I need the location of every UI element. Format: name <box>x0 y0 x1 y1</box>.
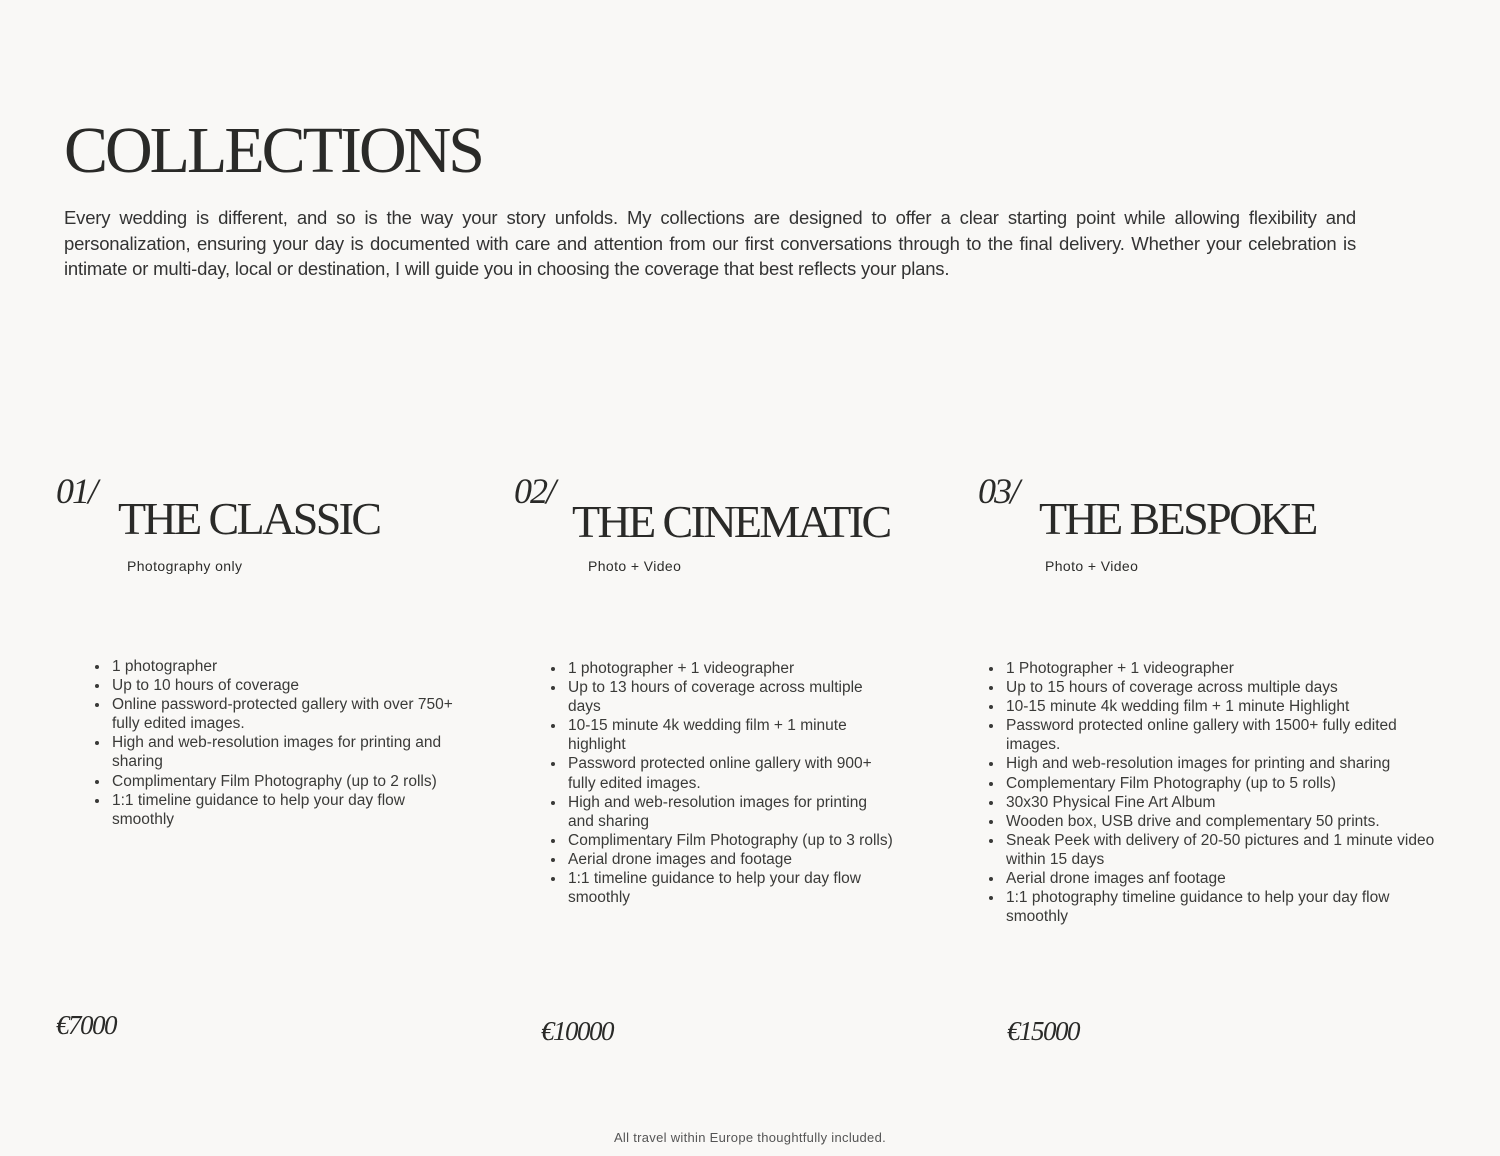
list-item: • Complimentary Film Photography (up to 2 rolls) <box>110 772 470 791</box>
list-item: • Password protected online gallery with 1500+ fully edited images. <box>1004 716 1444 754</box>
feature-list-cinematic <box>546 659 896 907</box>
list-item: • 1 Photographer + 1 videographer <box>1004 659 1444 678</box>
list-item: • Sneak Peek with delivery of 20-50 pictures and 1 minute video within 15 days <box>1004 831 1444 869</box>
feature-list-classic <box>90 657 470 829</box>
page-title: COLLECTIONS <box>64 114 482 187</box>
price-cinematic: €10000 <box>541 1016 613 1046</box>
list-item: • Aerial drone images anf footage <box>1004 869 1444 888</box>
collection-name: THE CLASSIC <box>118 493 380 544</box>
collection-subtitle: Photo + Video <box>1045 558 1139 574</box>
list-item: • 10-15 minute 4k wedding film + 1 minute highlight <box>566 716 896 754</box>
list-item: • Complimentary Film Photography (up to 3 rolls) <box>566 831 896 850</box>
list-item: • 1:1 photography timeline guidance to help your day flow smoothly <box>1004 888 1444 926</box>
intro-text: Every wedding is different, and so is the way your story unfolds. My collections are designed to offer a clear starting point while allowing flexibility and personalization, ensuring your day is documented with care and attention from our first conversations through to the final delivery. Whether your celebration is intimate or multi-day, local or destination, I will guide you in choosing the coverage that best reflects your plans. <box>64 207 1356 280</box>
list-item: • High and web-resolution images for printing and sharing <box>1004 754 1444 773</box>
list-item: • Aerial drone images and footage <box>566 850 896 869</box>
list-item: • Up to 15 hours of coverage across multiple days <box>1004 678 1444 697</box>
price-bespoke: €15000 <box>1007 1016 1079 1046</box>
list-item: • 1 photographer + 1 videographer <box>566 659 896 678</box>
list-item: • High and web-resolution images for printing and sharing <box>566 793 896 831</box>
list-item: • Password protected online gallery with 900+ fully edited images. <box>566 754 896 792</box>
collection-number: 01/ <box>56 471 97 511</box>
feature-list-bespoke <box>984 659 1444 926</box>
list-item: • 30x30 Physical Fine Art Album <box>1004 793 1444 812</box>
list-item: • 1:1 timeline guidance to help your day flow smoothly <box>110 791 470 829</box>
list-item: • High and web-resolution images for printing and sharing <box>110 733 470 771</box>
list-item: • Complementary Film Photography (up to 5 rolls) <box>1004 774 1444 793</box>
collection-subtitle: Photo + Video <box>588 558 682 574</box>
collection-subtitle: Photography only <box>127 558 243 574</box>
collection-name: THE CINEMATIC <box>572 496 890 547</box>
list-item: • Up to 10 hours of coverage <box>110 676 470 695</box>
list-item: • Online password-protected gallery with over 750+ fully edited images. <box>110 695 470 733</box>
list-item: • 10-15 minute 4k wedding film + 1 minute Highlight <box>1004 697 1444 716</box>
list-item: • 1 photographer <box>110 657 470 676</box>
list-item: • Up to 13 hours of coverage across multiple days <box>566 678 896 716</box>
collection-name: THE BESPOKE <box>1039 493 1316 544</box>
collection-number: 03/ <box>978 471 1019 511</box>
list-item: • Wooden box, USB drive and complementary 50 prints. <box>1004 812 1444 831</box>
list-item: • 1:1 timeline guidance to help your day flow smoothly <box>566 869 896 907</box>
footer-note: All travel within Europe thoughtfully included. <box>613 1130 887 1145</box>
price-classic: €7000 <box>56 1010 116 1040</box>
collection-number: 02/ <box>514 471 555 511</box>
